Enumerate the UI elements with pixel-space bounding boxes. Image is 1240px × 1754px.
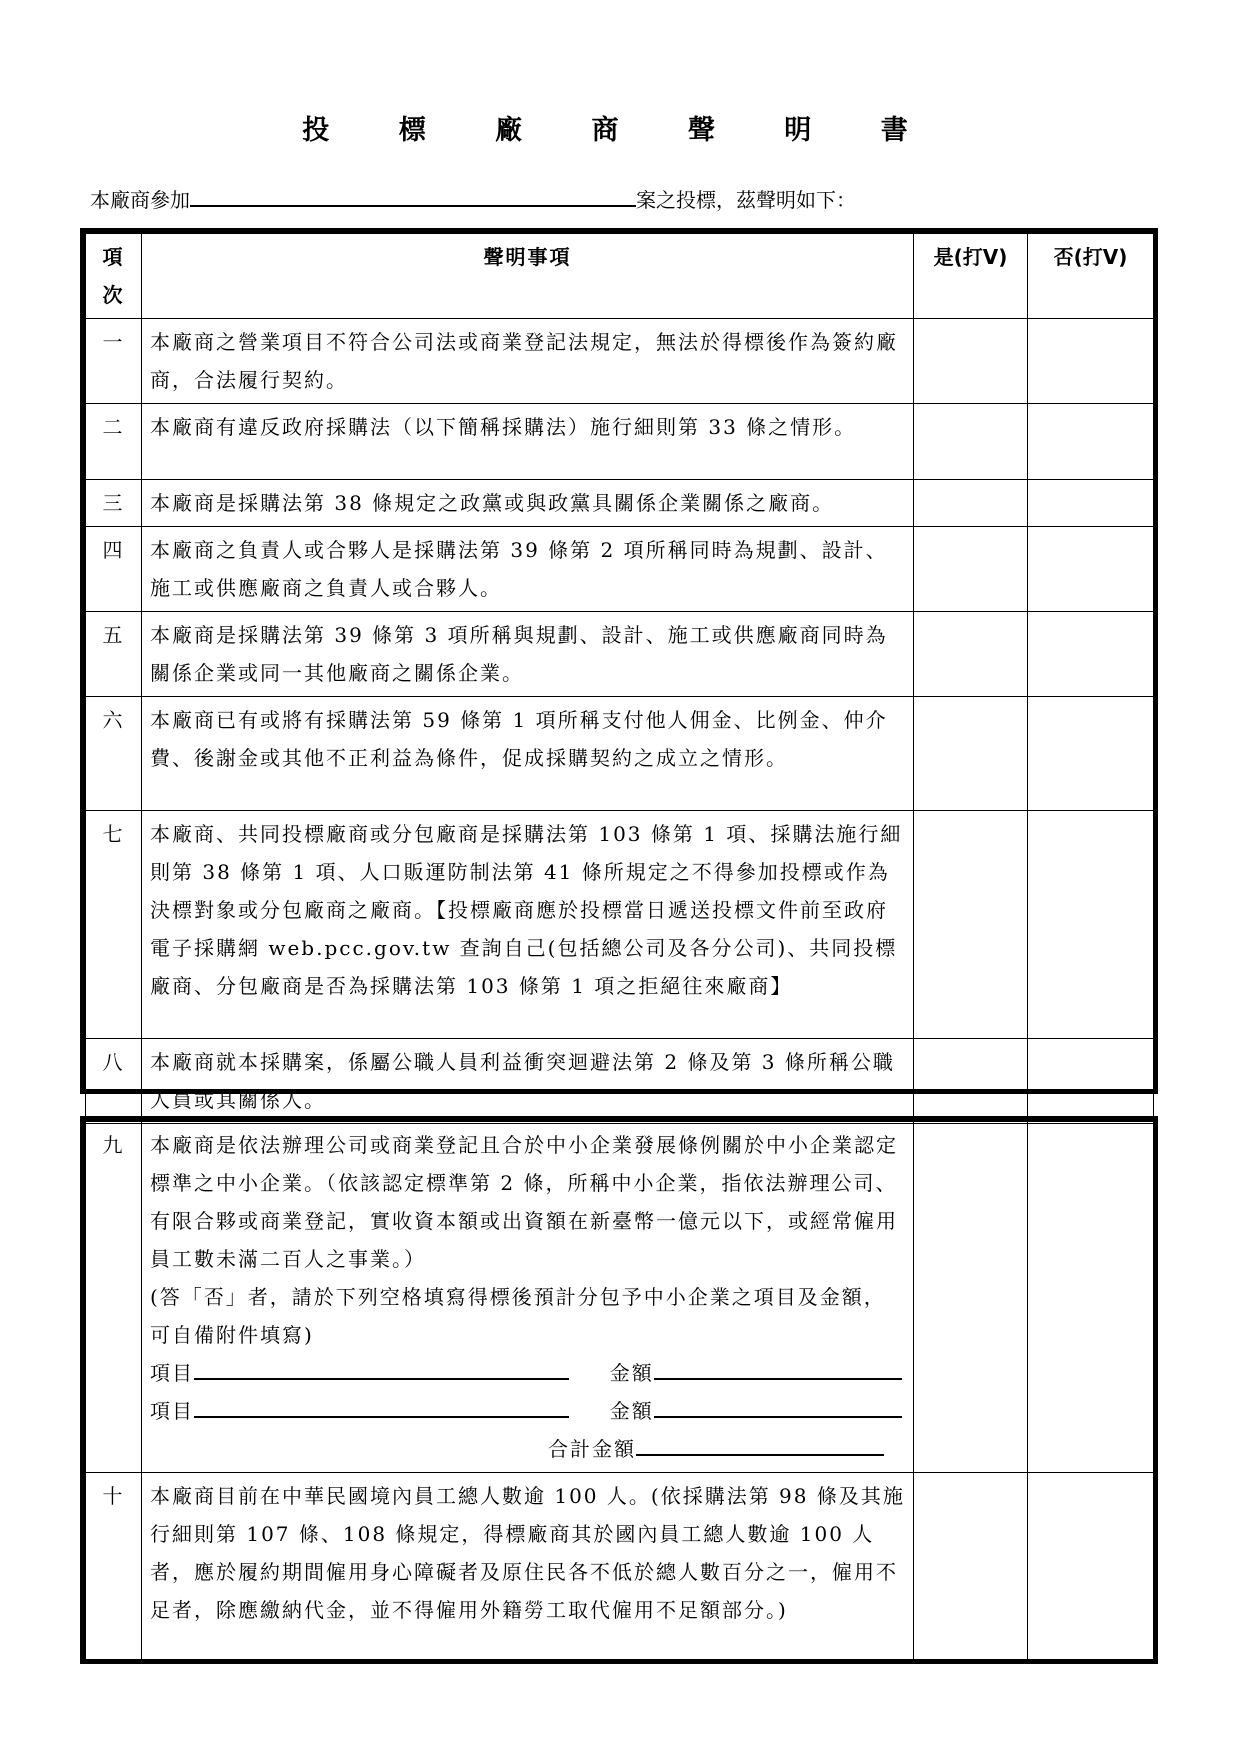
item-input-2[interactable] <box>194 1394 569 1418</box>
intro-suffix: 案之投標，茲聲明如下： <box>636 188 856 212</box>
no-checkbox[interactable] <box>1028 612 1154 697</box>
no-checkbox[interactable] <box>1028 404 1154 480</box>
table-row <box>86 1039 1154 1124</box>
row-number: 十 <box>86 1473 142 1663</box>
intro-prefix: 本廠商參加 <box>90 188 190 212</box>
no-checkbox[interactable] <box>1028 1473 1154 1663</box>
amount-input-1[interactable] <box>654 1356 902 1380</box>
row-number: 五 <box>86 612 142 697</box>
header-statement: 聲明事項 <box>142 234 914 319</box>
row-statement: 本廠商目前在中華民國境內員工總人數逾 100 人。(依採購法第 98 條及其施行細則第 107 條、108 條規定，得標廠商其於國內員工總人數逾 100 人者，應於履約期間僱用身心障礙者及原住民各不低於總人數百分之一，僱用不足者，除應繳納代金，並不得僱用外籍勞工取代僱用不足額部分。) <box>142 1473 914 1663</box>
total-amount-input[interactable] <box>636 1432 884 1456</box>
no-checkbox[interactable] <box>1028 319 1154 404</box>
yes-checkbox[interactable] <box>914 1122 1028 1473</box>
row-number: 六 <box>86 697 142 811</box>
table-row <box>86 811 1154 1039</box>
yes-checkbox[interactable] <box>914 480 1028 527</box>
row-statement: 本廠商之營業項目不符合公司法或商業登記法規定，無法於得標後作為簽約廠商，合法履行契約。 <box>142 319 914 404</box>
table-row <box>86 1122 1154 1473</box>
table-row <box>86 527 1154 612</box>
table-row <box>86 319 1154 404</box>
row-number: 一 <box>86 319 142 404</box>
row-number: 九 <box>86 1122 142 1473</box>
yes-checkbox[interactable] <box>914 612 1028 697</box>
row-statement: 本廠商、共同投標廠商或分包廠商是採購法第 103 條第 1 項、採購法施行細則第 38 條第 1 項、人口販運防制法第 41 條所規定之不得參加投標或作為決標對象或分包廠商之廠商。【投標廠商應於投標當日遞送投標文件前至政府電子採購網 web.pcc.gov.tw 查詢自己(包括總公司及各分公司)、共同投標廠商、分包廠商是否為採購法第 103 條第 1 項之拒絕往來廠商】 <box>142 811 914 1039</box>
no-checkbox[interactable] <box>1028 527 1154 612</box>
row-statement: 本廠商是採購法第 38 條規定之政黨或與政黨具關係企業關係之廠商。 <box>142 480 914 527</box>
table-row <box>86 404 1154 480</box>
declaration-table-1 <box>80 228 1158 1112</box>
table-row <box>86 480 1154 527</box>
subcontract-line-2: 項目 金額 <box>150 1392 905 1430</box>
row-statement <box>142 1122 914 1473</box>
table-row <box>86 1473 1154 1663</box>
project-name-blank[interactable] <box>190 185 636 207</box>
row-number: 三 <box>86 480 142 527</box>
table-row <box>86 612 1154 697</box>
header-item-no: 項 次 <box>86 234 142 319</box>
table-row <box>86 697 1154 811</box>
amount-input-2[interactable] <box>654 1394 902 1418</box>
row-statement: 本廠商已有或將有採購法第 59 條第 1 項所稱支付他人佣金、比例金、仲介費、後謝金或其他不正利益為條件，促成採購契約之成立之情形。 <box>142 697 914 811</box>
no-checkbox[interactable] <box>1028 480 1154 527</box>
yes-checkbox[interactable] <box>914 811 1028 1039</box>
row-number: 八 <box>86 1039 142 1124</box>
yes-checkbox[interactable] <box>914 697 1028 811</box>
no-checkbox[interactable] <box>1028 1039 1154 1124</box>
item-input-1[interactable] <box>194 1356 569 1380</box>
document-title: 投 標 廠 商 聲 明 書 <box>302 115 938 146</box>
yes-checkbox[interactable] <box>914 1473 1028 1663</box>
no-checkbox[interactable] <box>1028 811 1154 1039</box>
yes-checkbox[interactable] <box>914 319 1028 404</box>
row9-text: 本廠商是依法辦理公司或商業登記且合於中小企業發展條例關於中小企業認定標準之中小企業。（依該認定標準第 2 條，所稱中小企業，指依法辦理公司、有限合夥或商業登記，實收資本額或出資額在新臺幣一億元以下，或經常僱用員工數未滿二百人之事業。） <box>150 1133 898 1271</box>
row-statement: 本廠商有違反政府採購法（以下簡稱採購法）施行細則第 33 條之情形。 <box>142 404 914 480</box>
intro-line <box>90 185 856 214</box>
yes-checkbox[interactable] <box>914 1039 1028 1124</box>
row-number: 七 <box>86 811 142 1039</box>
subcontract-line-1: 項目 金額 <box>150 1354 905 1392</box>
yes-checkbox[interactable] <box>914 527 1028 612</box>
row-number: 二 <box>86 404 142 480</box>
yes-checkbox[interactable] <box>914 404 1028 480</box>
row9-note: (答「否」者，請於下列空格填寫得標後預計分包予中小企業之項目及金額，可自備附件填寫) <box>150 1285 886 1347</box>
no-checkbox[interactable] <box>1028 697 1154 811</box>
header-yes: 是(打V) <box>914 234 1028 319</box>
header-no: 否(打V) <box>1028 234 1154 319</box>
declaration-table-2 <box>80 1116 1158 1664</box>
row-statement: 本廠商之負責人或合夥人是採購法第 39 條第 2 項所稱同時為規劃、設計、施工或供應廠商之負責人或合夥人。 <box>142 527 914 612</box>
row-statement: 本廠商就本採購案，係屬公職人員利益衝突迴避法第 2 條及第 3 條所稱公職人員或其關係人。 <box>142 1039 914 1124</box>
total-line: 合計金額 <box>150 1430 905 1468</box>
row-statement: 本廠商是採購法第 39 條第 3 項所稱與規劃、設計、施工或供應廠商同時為關係企業或同一其他廠商之關係企業。 <box>142 612 914 697</box>
row-number: 四 <box>86 527 142 612</box>
no-checkbox[interactable] <box>1028 1122 1154 1473</box>
